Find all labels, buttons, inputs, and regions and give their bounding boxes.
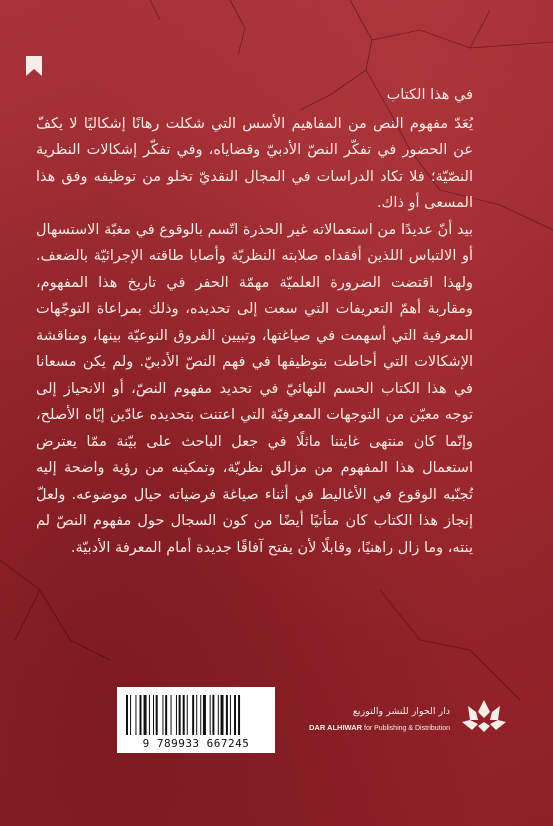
publisher-name-arabic: دار الحوار للنشر والتوزيع xyxy=(352,706,450,717)
synopsis-heading: في هذا الكتاب xyxy=(386,87,473,103)
synopsis xyxy=(36,82,473,561)
publisher-name-english xyxy=(309,723,450,732)
synopsis-paragraph-2: بيد أنّ عديدًا من استعمالاته غير الحذرة اتّسم بالوقوع في مغبّة الاستسهال أو الالتباس اللذين أفقداه صلابته النظريّة وأصابا طاقته الإجرائيّة بالضعف. ولهذا اقتضت الضرورة العلميّة مهمّة الحفر في تاريخ هذا المفهوم، ومقاربة أهمّ التعريفات التي سعت إلى تحديده، وذلك بمراعاة التوجّهات المعرفية التي أسهمت في صياغتها، وتبيين الفروق النوعيّة بينها، ومناقشة الإشكالات التي أحاطت بتوظيفها في فهم النصّ الأدبيّ. ولم يكن مسعانا في هذا الكتاب الحسم النهائيّ في تحديد مفهوم النصّ، أو الانحياز إلى توجه معيّن من التوجهات المعرفيّة التي اعتنت بتحديده عادّين إيّاه الأصلح، وإنّما كان منتهى غايتنا ماثلًا في جعل الباحث على بيّنة ممّا يعترض استعمال هذا المفهوم من مزالق نظريّة، وتمكينه من رؤية واضحة إليه تُجنّبه الوقوع في الأغاليط في أثناء صياغة فرضياته حيال موضوعه. ولعلّ إنجاز هذا الكتاب كان متأتيًا أيضًا من كون السجال حول مفهوم النصّ لم ينته، وما زال راهنيًا، وقابلًا لأن يفتح آفاقًا جديدة أمام المعرفة الأدبيّة. xyxy=(36,221,473,556)
barcode-bars xyxy=(126,695,266,735)
publisher-logo-icon xyxy=(456,696,512,752)
barcode xyxy=(117,687,275,753)
publisher-tagline: for Publishing & Distribution xyxy=(364,725,450,732)
synopsis-paragraph-1: يُعَدّ مفهوم النص من المفاهيم الأسس التي شكلت رهانًا إشكاليًا لا يكفّ عن الحضور في تفكّر النصّ الأدبيّ وقضاياه، وفي تفكّر إشكالات النظرية النصّيّة؛ فلا تكاد الدراسات في المجال النقديّ تخلو من توظيفه وفق هذا المسعى أو ذاك. xyxy=(36,115,473,211)
publisher-name-en: DAR ALHIWAR xyxy=(308,723,363,732)
publisher-block xyxy=(308,696,512,756)
bookmark-icon xyxy=(26,56,42,76)
isbn-number: 9 789933 667245 xyxy=(142,737,250,750)
